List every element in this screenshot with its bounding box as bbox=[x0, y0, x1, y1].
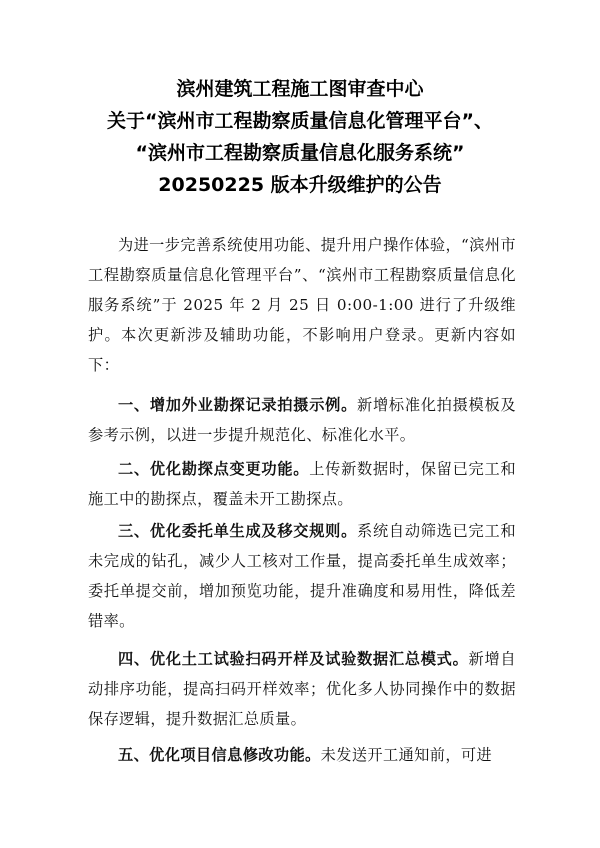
item-1-heading: 一、增加外业勘探记录拍摄示例。 bbox=[118, 396, 358, 414]
item-3-paragraph bbox=[88, 516, 516, 636]
item-5-text: 未发送开工通知前，可进 bbox=[320, 746, 493, 764]
title-line-2: 关于“滨州市工程勘察质量信息化管理平台”、 bbox=[107, 110, 493, 132]
item-5-heading: 五、优化项目信息修改功能。 bbox=[118, 746, 321, 764]
item-4-paragraph bbox=[88, 644, 516, 734]
item-2-heading: 二、优化勘探点变更功能。 bbox=[118, 460, 310, 478]
item-3-text: 系统自动筛选已完工和未完成的钻孔，减少人工核对工作量，提高委托单生成效率；委托单提交前，增加预览功能，提升准确度和易用性，降低差错率。 bbox=[88, 522, 517, 630]
title-line-4: 20250225 版本升级维护的公告 bbox=[158, 174, 442, 196]
item-1-paragraph bbox=[88, 390, 516, 450]
item-5-paragraph bbox=[88, 740, 516, 770]
item-3-heading: 三、优化委托单生成及移交规则。 bbox=[118, 522, 358, 540]
title-line-3: “滨州市工程勘察质量信息化服务系统” bbox=[135, 142, 465, 164]
item-4-text: 新增自动排序功能，提高扫码开样效率；优化多人协同操作中的数据保存逻辑，提升数据汇总质量。 bbox=[88, 650, 516, 728]
title-line-1: 滨州建筑工程施工图审查中心 bbox=[176, 78, 424, 100]
item-4-heading: 四、优化土工试验扫码开样及试验数据汇总模式。 bbox=[118, 650, 469, 668]
item-2-text: 上传新数据时，保留已完工和施工中的勘探点，覆盖未开工勘探点。 bbox=[88, 460, 516, 508]
intro-paragraph: 为进一步完善系统使用功能、提升用户操作体验，“滨州市工程勘察质量信息化管理平台”、“滨州市工程勘察质量信息化服务系统”于 2025 年 2 月 25 日 0:00-1:00 进行了升级维护。本次更新涉及辅助功能，不影响用户登录。更新内容如下： bbox=[88, 236, 516, 374]
item-2-paragraph bbox=[88, 454, 516, 514]
item-1-text: 新增标准化拍摄模板及参考示例，以进一步提升规范化、标准化水平。 bbox=[88, 396, 517, 444]
